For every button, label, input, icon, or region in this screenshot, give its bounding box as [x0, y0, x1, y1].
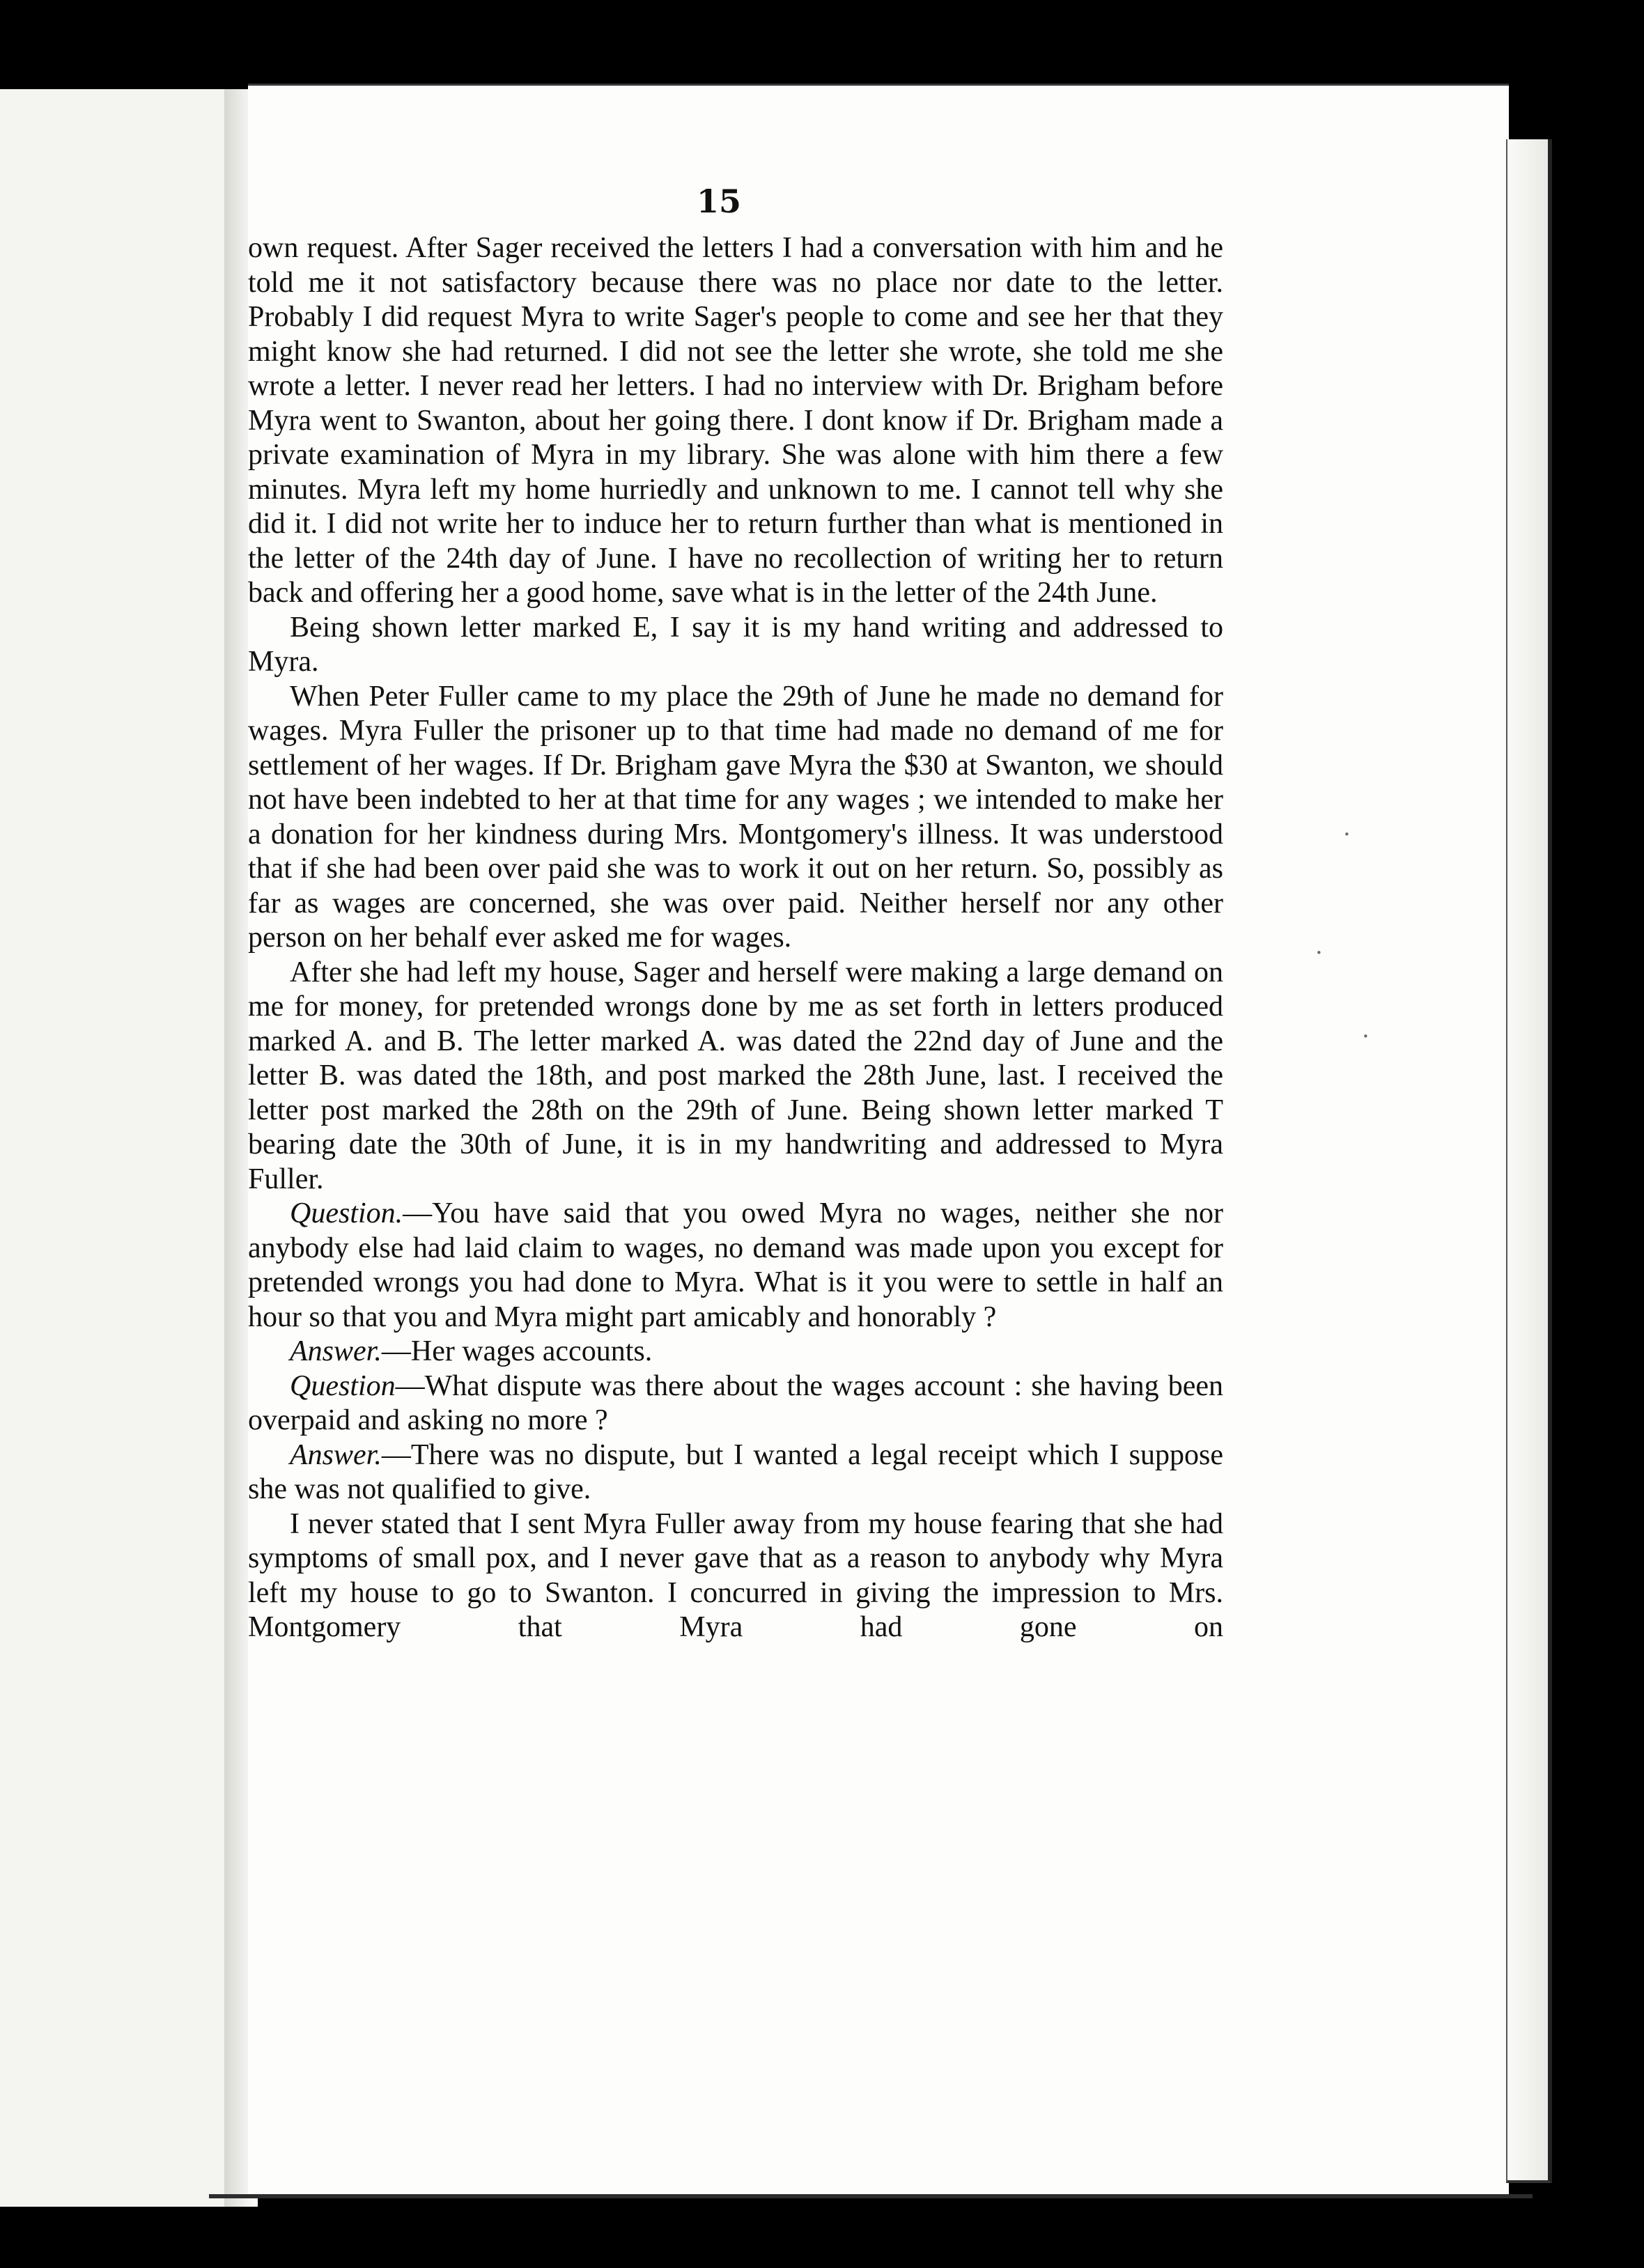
paragraph-closing: I never stated that I sent Myra Fuller away from my house fearing that she had symptoms of small pox, and I never gave that as a reason to anybody why Myra left my house to go to Swanton. I concurred in giving the impression to Mrs. Montgomery that Myra had gone on: [248, 1507, 1223, 1643]
page-edge: [1506, 139, 1552, 2183]
qa-text: —You have said that you owed Myra no wages, neither she nor anybody else had laid claim to wages, no demand was made upon you except for pretended wrongs you had done to Myra. What is it you were to settle in half an hour so that you and Myra might part amicably and honorably ?: [248, 1197, 1223, 1333]
margin-pencil-mark: ·: [1343, 821, 1351, 848]
paragraph-1: own request. After Sager received the letters I had a conversation with him and he told me it not satisfactory because there was no place nor date to the letter. Probably I did request Myra to write Sager's people to come and see her that they might know she had returned. I did not see the letter she wrote, she told me she wrote a letter. I never read her letters. I had no interview with Dr. Brigham before Myra went to Swanton, about her going there. I dont know if Dr. Brigham made a private examination of Myra in my library. She was alone with him there a few minutes. Myra left my home hurriedly and unknown to me. I cannot tell why she did it. I did not write her to induce her to return further than what is mentioned in the letter of the 24th day of June. I have no recollection of writing her to return back and offering her a good home, save what is in the letter of the 24th June.: [248, 232, 1223, 609]
paragraph-3: When Peter Fuller came to my place the 29th of June he made no demand for wages. Myra Fuller the prisoner up to that time had made no demand of me for settlement of her wages. If Dr. Brigham gave Myra the $30 at Swanton, we should not have been indebted to her at that time for any wages ; we intended to make her a donation for her kindness during Mrs. Montgomery's illness. It was understood that if she had been over paid she was to work it out on her return. So, possibly as far as wages are concerned, she was over paid. Neither herself nor any other person on her behalf ever asked me for wages.: [248, 680, 1223, 954]
qa-answer-2: [248, 1438, 1223, 1507]
qa-question-1: [248, 1197, 1223, 1335]
page-number: 15: [697, 182, 742, 220]
qa-text: —What dispute was there about the wages account : she having been overpaid and asking no more ?: [248, 1369, 1223, 1436]
margin-pencil-mark: ·: [1315, 939, 1323, 967]
qa-label: Answer.: [290, 1335, 382, 1367]
qa-label: Question: [290, 1369, 396, 1402]
paragraph-4: After she had left my house, Sager and herself were making a large demand on me for money, for pretended wrongs done by me as set forth in letters produced marked A. and B. The letter marked A. was dated the 22nd day of June and the letter B. was dated the 18th, and post marked the 28th June, last. I received the letter post marked the 28th on the 29th of June. Being shown letter marked T bearing date the 30th of June, it is in my handwriting and addressed to Myra Fuller.: [248, 956, 1223, 1195]
qa-label: Question.: [290, 1197, 403, 1229]
qa-text: —Her wages accounts.: [381, 1335, 653, 1367]
page-bottom-border: [209, 2194, 1533, 2198]
facing-page: [0, 89, 238, 2207]
qa-label: Answer.: [290, 1438, 382, 1471]
body-text: [248, 231, 1223, 1645]
qa-question-2: [248, 1369, 1223, 1438]
margin-pencil-mark: ·: [1362, 1023, 1370, 1050]
paragraph-2: Being shown letter marked E, I say it is my hand writing and addressed to Myra.: [248, 611, 1223, 678]
qa-text: —There was no dispute, but I wanted a legal receipt which I suppose she was not qualified to give.: [248, 1438, 1223, 1505]
qa-answer-1: [248, 1335, 1223, 1369]
